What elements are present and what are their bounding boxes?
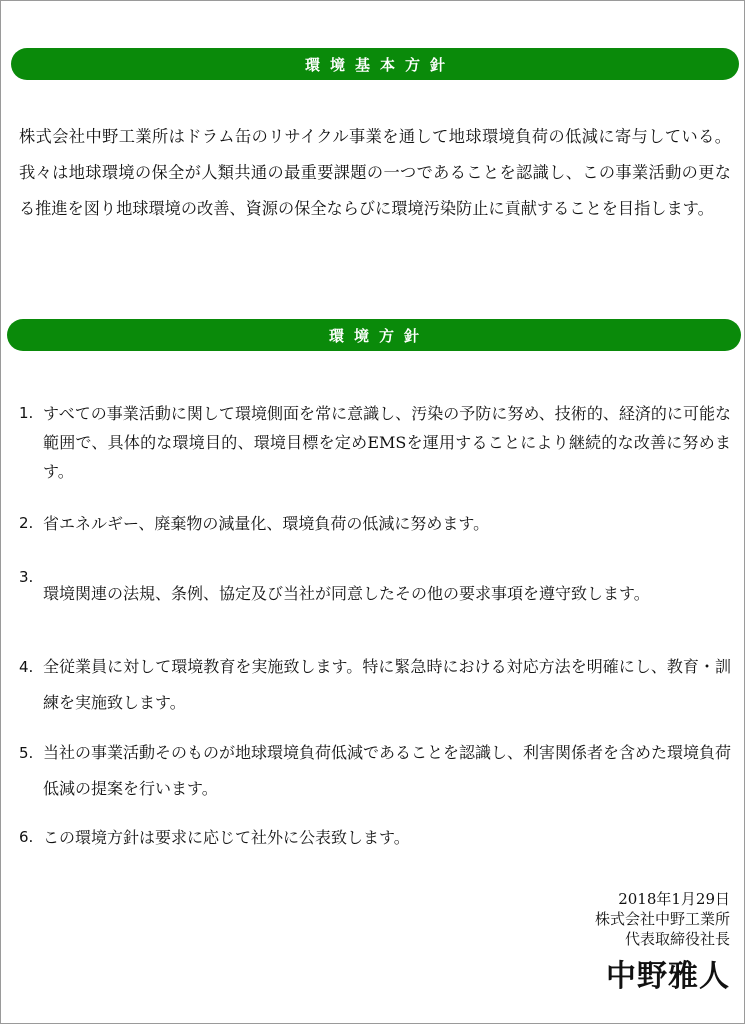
policy-text: 当社の事業活動そのものが地球環境負荷低減であることを認識し、利害関係者を含めた環境負荷低減の提案を行います。 [43,743,732,798]
policy-item [19,399,731,486]
policy-number: 5. [19,744,34,762]
policy-number: 4. [19,658,34,676]
policy-text: 省エネルギー、廃棄物の減量化、環境負荷の低減に努めます。 [43,514,490,533]
policy-number: 3. [19,568,34,586]
policy-text: この環境方針は要求に応じて社外に公表致します。 [43,828,410,847]
basic-policy-banner [11,48,739,80]
policy-item [19,735,731,807]
policy-item [19,649,731,721]
policy-number: 2. [19,514,34,532]
policy-text: 全従業員に対して環境教育を実施致します。特に緊急時における対応方法を明確にし、教育・訓練を実施致します。 [43,657,731,712]
policy-text: すべての事業活動に関して環境側面を常に意識し、汚染の予防に努め、技術的、経済的に可能な範囲で、具体的な環境目的、環境目標を定めEMSを運用することにより継続的な改善に努めます。 [43,404,731,481]
policy-title: 環境方針 [328,326,429,345]
signature-position: 代表取締役社長 [624,930,730,948]
signature-name: 中野雅人 [606,959,730,994]
policy-item [19,823,731,852]
policy-text: 環境関連の法規、条例、協定及び当社が同意したその他の要求事項を遵守致します。 [43,584,650,603]
policy-banner [7,319,741,351]
policy-item [19,509,731,538]
signature-block [595,889,730,995]
signature-company: 株式会社中野工業所 [594,910,730,928]
basic-policy-title: 環境基本方針 [304,55,455,74]
basic-policy-text: 株式会社中野工業所はドラム缶のリサイクル事業を通して地球環境負荷の低減に寄与している。我々は地球環境の保全が人類共通の最重要課題の一つであることを認識し、この事業活動の更なる推進を図り地球環境の改善、資源の保全ならびに環境汚染防止に貢献することを目指します。 [19,127,731,218]
signature-date: 2018年1月29日 [618,890,730,908]
policy-number: 6. [19,828,34,846]
policy-number: 1. [19,404,34,422]
policy-item [19,565,731,608]
